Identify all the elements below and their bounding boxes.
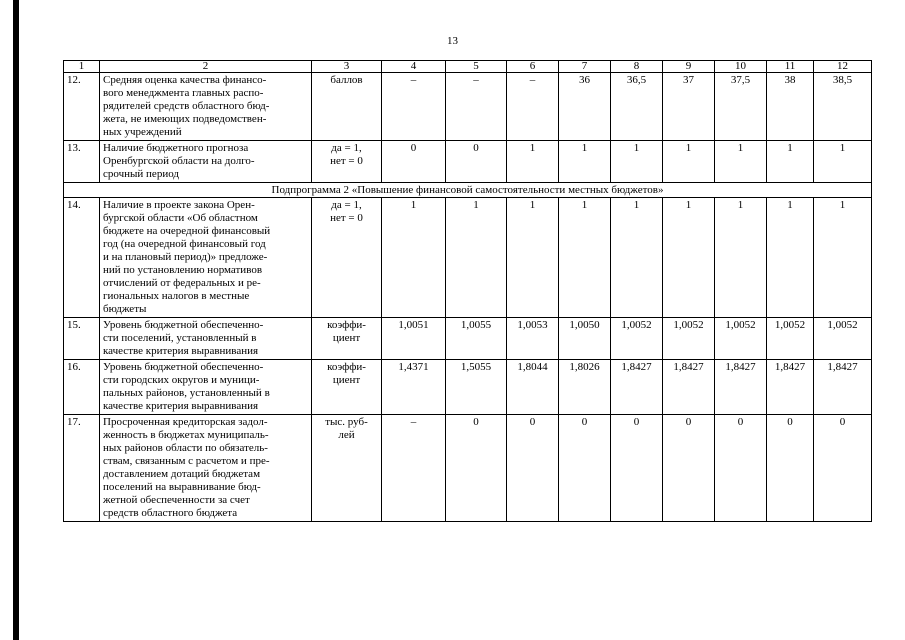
value-cell: 1 (507, 198, 559, 318)
column-number-11: 11 (767, 61, 814, 73)
description-line: средств областного бюджета (103, 507, 238, 519)
value-cell: 1,0052 (715, 318, 767, 360)
unit-of-measure (312, 198, 382, 318)
column-number-row (64, 61, 872, 73)
unit-line: нет = 0 (330, 212, 363, 224)
row-number: 15. (64, 318, 100, 360)
value-cell: – (382, 73, 446, 141)
value-cell: 1 (767, 198, 814, 318)
description-line: Наличие в проекте закона Орен- (103, 199, 255, 211)
value-cell: 1,0053 (507, 318, 559, 360)
table-row (64, 318, 872, 360)
column-number-7: 7 (559, 61, 611, 73)
table-row (64, 415, 872, 522)
description-line: ных учреждений (103, 126, 182, 138)
description-line: Наличие бюджетного прогноза (103, 142, 249, 154)
table-row (64, 360, 872, 415)
scan-edge-bar (13, 0, 19, 640)
value-cell: 38 (767, 73, 814, 141)
description-line: жета, не имеющих подведомствен- (103, 113, 267, 125)
description-line: и на плановый период)» предложе- (103, 251, 268, 263)
unit-line: циент (332, 332, 361, 344)
description-line: Просроченная кредиторская задол- (103, 416, 268, 428)
row-number: 17. (64, 415, 100, 522)
description-line: ных районов области по обязатель- (103, 442, 268, 454)
value-cell: 1,8427 (715, 360, 767, 415)
value-cell: 0 (559, 415, 611, 522)
description-line: гиональных налогов в местные (103, 290, 250, 302)
value-cell: 36 (559, 73, 611, 141)
value-cell: 1,4371 (382, 360, 446, 415)
value-cell: 1,0052 (663, 318, 715, 360)
value-cell: 38,5 (814, 73, 872, 141)
value-cell: 1 (767, 141, 814, 183)
unit-line: коэффи- (327, 319, 366, 331)
value-cell: 1,8427 (767, 360, 814, 415)
value-cell: 0 (715, 415, 767, 522)
value-cell: – (446, 73, 507, 141)
value-cell: 0 (446, 415, 507, 522)
column-number-4: 4 (382, 61, 446, 73)
description-line: поселений на выравнивание бюд- (103, 481, 261, 493)
unit-line: циент (332, 374, 361, 386)
value-cell: 0 (446, 141, 507, 183)
unit-line: да = 1, (331, 142, 362, 154)
column-number-5: 5 (446, 61, 507, 73)
value-cell: 1 (715, 198, 767, 318)
indicator-description (100, 318, 312, 360)
unit-line: коэффи- (327, 361, 366, 373)
value-cell: 1,5055 (446, 360, 507, 415)
value-cell: 0 (611, 415, 663, 522)
row-number: 12. (64, 73, 100, 141)
description-line: бюджеты (103, 303, 147, 315)
value-cell: 1,0051 (382, 318, 446, 360)
value-cell: 1,8026 (559, 360, 611, 415)
indicators-table (63, 60, 872, 522)
value-cell: 1,0052 (767, 318, 814, 360)
table-row (64, 198, 872, 318)
unit-line: да = 1, (331, 199, 362, 211)
value-cell: 1 (611, 141, 663, 183)
value-cell: 1 (663, 198, 715, 318)
value-cell: 37 (663, 73, 715, 141)
value-cell: – (382, 415, 446, 522)
value-cell: 1 (507, 141, 559, 183)
value-cell: 37,5 (715, 73, 767, 141)
value-cell: 0 (767, 415, 814, 522)
column-number-8: 8 (611, 61, 663, 73)
value-cell: 1,8427 (663, 360, 715, 415)
column-number-3: 3 (312, 61, 382, 73)
description-line: жетной обеспеченности за счет (103, 494, 250, 506)
description-line: качестве критерия выравнивания (103, 345, 259, 357)
value-cell: 0 (814, 415, 872, 522)
description-line: срочный период (103, 168, 179, 180)
value-cell: 1 (663, 141, 715, 183)
description-line: Оренбургской области на долго- (103, 155, 255, 167)
column-number-1: 1 (64, 61, 100, 73)
value-cell: 0 (382, 141, 446, 183)
subprogram-row (64, 183, 872, 198)
indicator-description (100, 415, 312, 522)
description-line: Уровень бюджетной обеспеченно- (103, 361, 264, 373)
column-number-6: 6 (507, 61, 559, 73)
value-cell: 1,8044 (507, 360, 559, 415)
value-cell: 1 (814, 198, 872, 318)
description-line: вого менеджмента главных распо- (103, 87, 264, 99)
unit-line: баллов (330, 74, 363, 86)
unit-of-measure (312, 318, 382, 360)
description-line: год (на очередной финансовый год (103, 238, 266, 250)
subprogram-title: Подпрограмма 2 «Повышение финансовой самостоятельности местных бюджетов» (64, 183, 872, 198)
indicator-description (100, 73, 312, 141)
description-line: доставлением дотаций бюджетам (103, 468, 261, 480)
description-line: рядителей средств областного бюд- (103, 100, 270, 112)
value-cell: 1 (382, 198, 446, 318)
value-cell: 1 (715, 141, 767, 183)
row-number: 14. (64, 198, 100, 318)
description-line: сти городских округов и муници- (103, 374, 260, 386)
unit-of-measure (312, 360, 382, 415)
value-cell: 36,5 (611, 73, 663, 141)
column-number-10: 10 (715, 61, 767, 73)
value-cell: 0 (663, 415, 715, 522)
description-line: ствам, связанным с расчетом и пре- (103, 455, 270, 467)
value-cell: 1 (559, 198, 611, 318)
description-line: женность в бюджетах муниципаль- (103, 429, 269, 441)
value-cell: 1,8427 (814, 360, 872, 415)
description-line: Уровень бюджетной обеспеченно- (103, 319, 264, 331)
table-row (64, 73, 872, 141)
description-line: отчислений от федеральных и ре- (103, 277, 261, 289)
value-cell: 1,0052 (611, 318, 663, 360)
value-cell: – (507, 73, 559, 141)
row-number: 13. (64, 141, 100, 183)
table-row (64, 141, 872, 183)
value-cell: 1,0052 (814, 318, 872, 360)
page-number: 13 (447, 35, 458, 47)
description-line: бюджете на очередной финансовый (103, 225, 271, 237)
value-cell: 1 (446, 198, 507, 318)
indicator-description (100, 141, 312, 183)
unit-line: лей (338, 429, 355, 441)
value-cell: 1 (814, 141, 872, 183)
description-line: Средняя оценка качества финансо- (103, 74, 267, 86)
unit-line: нет = 0 (330, 155, 363, 167)
description-line: бургской области «Об областном (103, 212, 258, 224)
unit-of-measure (312, 73, 382, 141)
unit-line: тыс. руб- (325, 416, 368, 428)
value-cell: 1,0055 (446, 318, 507, 360)
column-number-2: 2 (100, 61, 312, 73)
description-line: качестве критерия выравнивания (103, 400, 259, 412)
column-number-12: 12 (814, 61, 872, 73)
indicator-description (100, 360, 312, 415)
value-cell: 1 (559, 141, 611, 183)
unit-of-measure (312, 141, 382, 183)
indicator-description (100, 198, 312, 318)
description-line: ний по установлению нормативов (103, 264, 263, 276)
value-cell: 1 (611, 198, 663, 318)
column-number-9: 9 (663, 61, 715, 73)
description-line: сти поселений, установленный в (103, 332, 257, 344)
value-cell: 0 (507, 415, 559, 522)
description-line: пальных районов, установленный в (103, 387, 270, 399)
row-number: 16. (64, 360, 100, 415)
unit-of-measure (312, 415, 382, 522)
value-cell: 1,0050 (559, 318, 611, 360)
value-cell: 1,8427 (611, 360, 663, 415)
